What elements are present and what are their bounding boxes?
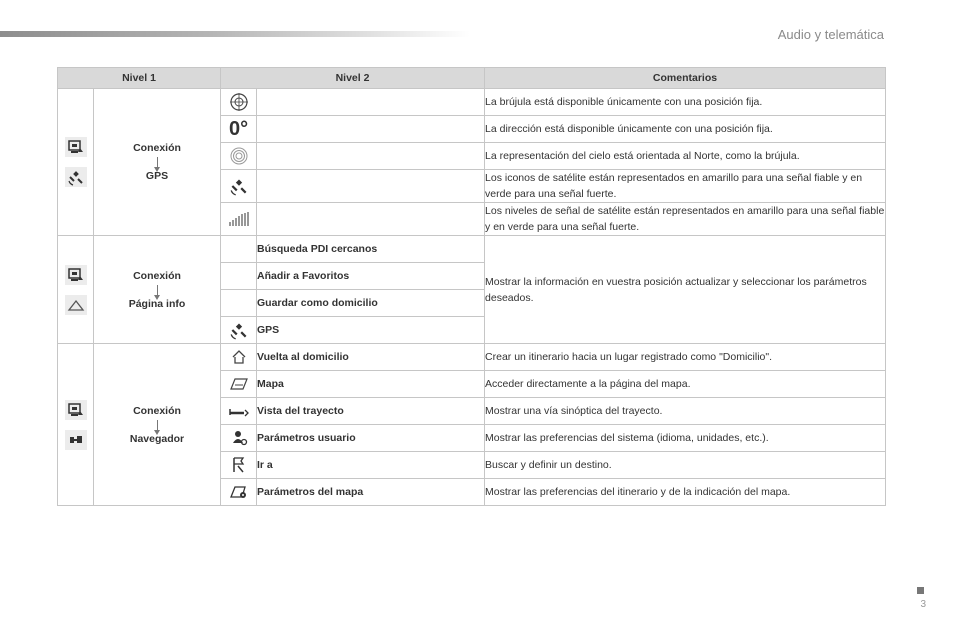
row-label: Parámetros usuario bbox=[257, 425, 485, 452]
row-comment: Mostrar las preferencias del sistema (idioma, unidades, etc.). bbox=[485, 425, 886, 452]
row-label: Guardar como domicilio bbox=[257, 290, 485, 317]
row-comment: La representación del cielo está orientada al Norte, como la brújula. bbox=[485, 143, 886, 170]
down-arrow-icon bbox=[157, 420, 158, 431]
table-row bbox=[58, 344, 886, 371]
row-label bbox=[257, 143, 485, 170]
level1-icons-nav bbox=[58, 344, 94, 506]
empty-icon-cell bbox=[221, 236, 257, 263]
header-level1: Nivel 1 bbox=[58, 68, 221, 89]
level1-nav-line1: Conexión bbox=[133, 404, 181, 417]
section-title: Audio y telemática bbox=[777, 27, 884, 42]
row-comment: Mostrar una vía sinóptica del trayecto. bbox=[485, 398, 886, 425]
menu-table bbox=[57, 67, 886, 506]
info-triangle-icon bbox=[65, 295, 87, 315]
level1-nav bbox=[94, 344, 221, 506]
page-marker bbox=[917, 587, 924, 594]
sky-view-icon bbox=[221, 143, 257, 170]
header-comments: Comentarios bbox=[485, 68, 886, 89]
row-comment: Acceder directamente a la página del mapa. bbox=[485, 371, 886, 398]
satellite-icon bbox=[221, 170, 257, 203]
connection-screen-icon bbox=[65, 265, 87, 285]
row-label: Ir a bbox=[257, 452, 485, 479]
row-label: Vuelta al domicilio bbox=[257, 344, 485, 371]
shared-comment: Mostrar la información en vuestra posición actualizar y seleccionar los parámetros deseados. bbox=[485, 236, 886, 344]
down-arrow-icon bbox=[157, 285, 158, 296]
route-view-icon bbox=[221, 398, 257, 425]
signal-bars-icon bbox=[221, 203, 257, 236]
navigator-icon bbox=[65, 430, 87, 450]
row-comment: La brújula está disponible únicamente con una posición fija. bbox=[485, 89, 886, 116]
level1-icons-info bbox=[58, 236, 94, 344]
empty-icon-cell bbox=[221, 290, 257, 317]
zero-degree-icon: 0° bbox=[221, 116, 257, 143]
row-label: Búsqueda PDI cercanos bbox=[257, 236, 485, 263]
satellite-icon bbox=[221, 317, 257, 344]
row-comment: Los iconos de satélite están representados en amarillo para una señal fiable y en verde para una señal fuerte. bbox=[485, 170, 886, 203]
connection-screen-icon bbox=[65, 400, 87, 420]
level1-nav-line2: Navegador bbox=[129, 432, 185, 445]
destination-icon bbox=[221, 452, 257, 479]
row-comment: Mostrar las preferencias del itinerario y de la indicación del mapa. bbox=[485, 479, 886, 506]
row-comment: Crear un itinerario hacia un lugar registrado como "Domicilio". bbox=[485, 344, 886, 371]
row-label: Añadir a Favoritos bbox=[257, 263, 485, 290]
level1-info-line1: Conexión bbox=[133, 269, 181, 282]
home-icon bbox=[221, 344, 257, 371]
table-row bbox=[58, 89, 886, 116]
user-settings-icon bbox=[221, 425, 257, 452]
header-gradient-bar bbox=[0, 31, 470, 37]
row-label: Mapa bbox=[257, 371, 485, 398]
row-label bbox=[257, 89, 485, 116]
row-comment: La dirección está disponible únicamente con una posición fija. bbox=[485, 116, 886, 143]
row-label bbox=[257, 203, 485, 236]
down-arrow-icon bbox=[157, 157, 158, 168]
level1-gps-line1: Conexión bbox=[133, 142, 181, 154]
row-label: Vista del trayecto bbox=[257, 398, 485, 425]
page-number: 3 bbox=[920, 599, 926, 610]
row-label: GPS bbox=[257, 317, 485, 344]
connection-screen-icon bbox=[65, 137, 87, 157]
table-row bbox=[58, 236, 886, 263]
row-label bbox=[257, 116, 485, 143]
map-settings-icon bbox=[221, 479, 257, 506]
compass-icon bbox=[221, 89, 257, 116]
level1-gps-line2: GPS bbox=[145, 170, 169, 182]
row-label bbox=[257, 170, 485, 203]
satellite-icon bbox=[65, 167, 87, 187]
row-comment: Buscar y definir un destino. bbox=[485, 452, 886, 479]
level1-info-line2: Página info bbox=[128, 297, 186, 310]
table-header-row bbox=[58, 68, 886, 89]
row-comment: Los niveles de señal de satélite están representados en amarillo para una señal fiable y en verde para una señal fuerte. bbox=[485, 203, 886, 236]
level1-icons-gps bbox=[58, 89, 94, 236]
empty-icon-cell bbox=[221, 263, 257, 290]
level1-info bbox=[94, 236, 221, 344]
row-label: Parámetros del mapa bbox=[257, 479, 485, 506]
level1-gps bbox=[94, 89, 221, 236]
map-icon bbox=[221, 371, 257, 398]
header-level2: Nivel 2 bbox=[221, 68, 485, 89]
